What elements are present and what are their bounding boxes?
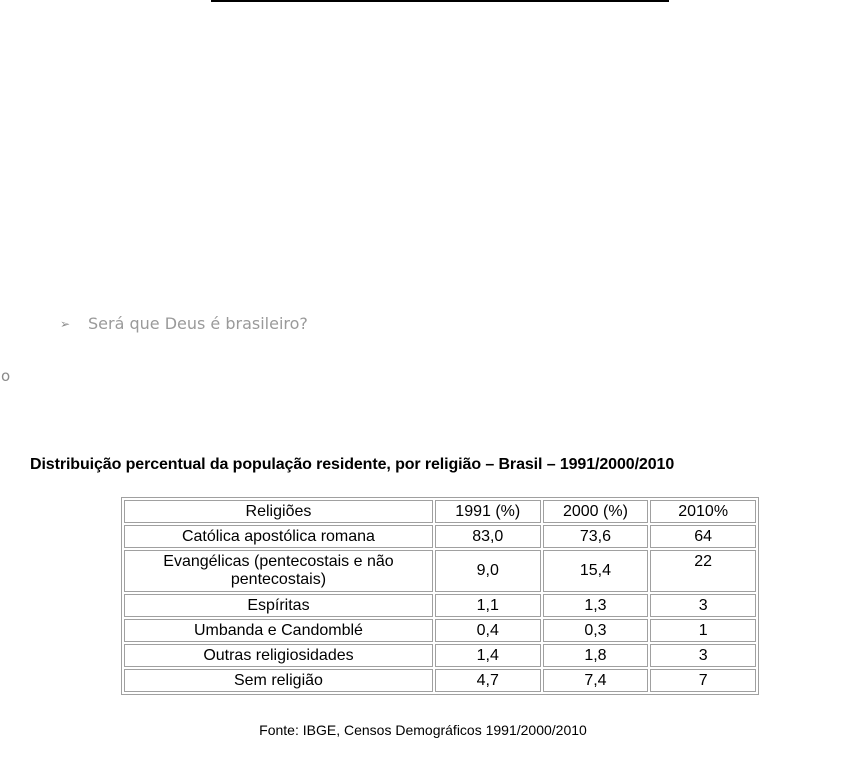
cell-2010: 22 (650, 550, 756, 592)
table-row (124, 525, 756, 548)
header-2010: 2010% (650, 500, 756, 523)
table-row (124, 669, 756, 692)
table-source (0, 722, 866, 738)
cell-2010: 3 (650, 644, 756, 667)
cell-1991: 9,0 (435, 550, 541, 592)
cell-2000: 1,8 (543, 644, 649, 667)
cell-1991: 83,0 (435, 525, 541, 548)
bullet-text: Será que Deus é brasileiro? (88, 314, 308, 333)
arrow-bullet-icon: ➢ (60, 316, 71, 331)
cell-1991: 4,7 (435, 669, 541, 692)
cell-1991: 1,1 (435, 594, 541, 617)
cell-2000: 7,4 (543, 669, 649, 692)
cell-religion: Evangélicas (pentecostais e não pentecostais) (124, 550, 433, 592)
table-title: Distribuição percentual da população residente, por religião – Brasil – 1991/2000/2010 (30, 456, 675, 473)
top-horizontal-rule (211, 0, 669, 2)
cell-2000: 73,6 (543, 525, 649, 548)
table-row (124, 594, 756, 617)
cell-religion: Católica apostólica romana (124, 525, 433, 548)
header-religions: Religiões (124, 500, 433, 523)
table-row (124, 619, 756, 642)
header-2000: 2000 (%) (543, 500, 649, 523)
header-1991: 1991 (%) (435, 500, 541, 523)
cell-religion: Umbanda e Candomblé (124, 619, 433, 642)
table-header-row (124, 500, 756, 523)
cell-1991: 0,4 (435, 619, 541, 642)
cell-2000: 15,4 (543, 550, 649, 592)
cell-2010: 7 (650, 669, 756, 692)
religion-distribution-table (121, 497, 759, 695)
cell-2000: 0,3 (543, 619, 649, 642)
cell-religion: Sem religião (124, 669, 433, 692)
table-row (124, 550, 756, 592)
cell-2000: 1,3 (543, 594, 649, 617)
cell-2010: 64 (650, 525, 756, 548)
cell-2010: 3 (650, 594, 756, 617)
cell-religion: Outras religiosidades (124, 644, 433, 667)
bullet-question (60, 314, 308, 333)
source-text: Fonte: IBGE, Censos Demográficos 1991/2000/2010 (259, 722, 587, 738)
cell-1991: 1,4 (435, 644, 541, 667)
cell-2010: 1 (650, 619, 756, 642)
table-row (124, 644, 756, 667)
cell-religion: Espíritas (124, 594, 433, 617)
stray-letter: o (1, 367, 11, 385)
